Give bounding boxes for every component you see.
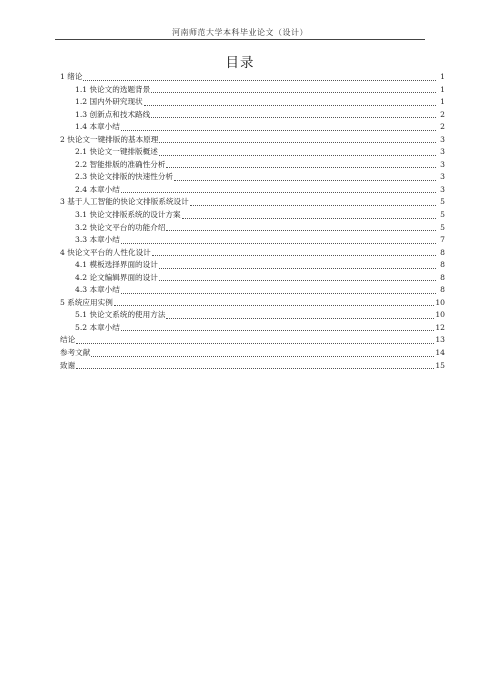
toc-dot-leader xyxy=(166,166,436,168)
toc-section-entry[interactable] xyxy=(60,222,445,235)
toc-entry-title: 2.2 智能排版的准确性分析 xyxy=(75,159,166,169)
table-of-contents xyxy=(60,71,445,372)
toc-title: 目录 xyxy=(225,55,255,71)
toc-dot-leader xyxy=(121,191,436,193)
toc-entry-title: 2.4 本章小结 xyxy=(75,184,120,194)
toc-entry-title: 4.2 论文编辑界面的设计 xyxy=(75,272,158,282)
toc-section-entry[interactable] xyxy=(60,171,445,184)
toc-chapter-entry[interactable] xyxy=(60,347,445,360)
toc-section-entry[interactable] xyxy=(60,96,445,109)
toc-entry-title: 2.3 快论文排版的快速性分析 xyxy=(75,172,174,182)
toc-dot-leader xyxy=(121,329,434,331)
toc-entry-title: 2 快论文一键排版的基本原理 xyxy=(60,134,159,144)
toc-page-number: 10 xyxy=(435,310,445,320)
toc-page-number: 1 xyxy=(440,72,445,81)
toc-entry-title: 4.1 模板选择界面的设计 xyxy=(75,260,158,270)
toc-entry-title: 3.3 本章小结 xyxy=(75,235,120,245)
toc-page-number: 1 xyxy=(440,84,445,94)
toc-dot-leader xyxy=(159,279,436,281)
toc-page-number: 3 xyxy=(440,184,445,194)
toc-page-number: 3 xyxy=(440,172,445,182)
toc-entry-title: 5.1 快论文系统的使用方法 xyxy=(75,310,166,320)
toc-dot-leader xyxy=(121,242,436,244)
toc-entry-title: 1.1 快论文的选题背景 xyxy=(75,84,151,94)
toc-dot-leader xyxy=(144,104,436,106)
toc-entry-title: 参考文献 xyxy=(60,348,91,358)
toc-section-entry[interactable] xyxy=(60,259,445,272)
toc-section-entry[interactable] xyxy=(60,159,445,172)
toc-section-entry[interactable] xyxy=(60,309,445,322)
toc-page-number: 5 xyxy=(440,210,445,220)
toc-page-number: 1 xyxy=(440,97,445,107)
toc-chapter-entry[interactable] xyxy=(60,297,445,310)
toc-section-entry[interactable] xyxy=(60,234,445,247)
toc-page-number: 15 xyxy=(435,360,445,370)
toc-dot-leader xyxy=(76,367,434,369)
toc-entry-title: 1.4 本章小结 xyxy=(75,122,120,132)
toc-chapter-entry[interactable] xyxy=(60,247,445,260)
toc-page-number: 5 xyxy=(440,222,445,232)
toc-page-number: 10 xyxy=(435,297,445,307)
toc-page-number: 8 xyxy=(440,260,445,270)
toc-page-number: 8 xyxy=(440,247,445,257)
toc-chapter-entry[interactable] xyxy=(60,196,445,209)
toc-page-number: 14 xyxy=(435,348,445,358)
toc-dot-leader xyxy=(76,342,434,344)
toc-entry-title: 1.2 国内外研究现状 xyxy=(75,97,143,107)
toc-dot-leader xyxy=(190,204,436,206)
toc-dot-leader xyxy=(83,79,436,81)
toc-entry-title: 致谢 xyxy=(60,360,76,370)
toc-entry-title: 4.3 本章小结 xyxy=(75,285,120,295)
toc-page-number: 8 xyxy=(440,272,445,282)
toc-page-number: 2 xyxy=(440,122,445,132)
toc-page-number: 2 xyxy=(440,109,445,119)
toc-entry-title: 2.1 快论文一键排版概述 xyxy=(75,147,158,157)
toc-dot-leader xyxy=(151,91,436,93)
toc-entry-title: 4 快论文平台的人性化设计 xyxy=(60,247,151,257)
toc-entry-title: 5 系统应用实例 xyxy=(60,297,113,307)
toc-page-number: 3 xyxy=(440,147,445,157)
toc-entry-title: 3 基于人工智能的快论文排版系统设计 xyxy=(60,197,189,207)
toc-section-entry[interactable] xyxy=(60,146,445,159)
toc-chapter-entry[interactable] xyxy=(60,334,445,347)
toc-section-entry[interactable] xyxy=(60,322,445,335)
toc-section-entry[interactable] xyxy=(60,84,445,97)
running-header: 河南师范大学本科毕业论文（设计） xyxy=(172,28,308,37)
toc-dot-leader xyxy=(166,317,434,319)
toc-section-entry[interactable] xyxy=(60,121,445,134)
toc-dot-leader xyxy=(151,116,436,118)
toc-dot-leader xyxy=(114,304,435,306)
toc-dot-leader xyxy=(159,267,436,269)
toc-page-number: 8 xyxy=(440,285,445,295)
toc-section-entry[interactable] xyxy=(60,284,445,297)
toc-dot-leader xyxy=(121,129,436,131)
toc-chapter-entry[interactable] xyxy=(60,360,445,373)
toc-page-number: 7 xyxy=(440,235,445,245)
toc-chapter-entry[interactable] xyxy=(60,71,445,84)
toc-dot-leader xyxy=(159,141,436,143)
toc-section-entry[interactable] xyxy=(60,109,445,122)
toc-page-number: 3 xyxy=(440,134,445,144)
header-divider xyxy=(55,39,425,40)
toc-dot-leader xyxy=(182,217,436,219)
toc-dot-leader xyxy=(91,355,434,357)
toc-dot-leader xyxy=(159,154,436,156)
toc-entry-title: 1.3 创新点和技术路线 xyxy=(75,109,151,119)
toc-section-entry[interactable] xyxy=(60,209,445,222)
toc-page-number: 13 xyxy=(435,335,445,345)
toc-entry-title: 3.2 快论文平台的功能介绍 xyxy=(75,222,166,232)
toc-page-number: 5 xyxy=(440,197,445,207)
toc-entry-title: 结论 xyxy=(60,335,76,345)
toc-page-number: 12 xyxy=(435,322,445,332)
toc-dot-leader xyxy=(152,254,436,256)
toc-section-entry[interactable] xyxy=(60,184,445,197)
toc-section-entry[interactable] xyxy=(60,272,445,285)
toc-dot-leader xyxy=(166,229,436,231)
toc-dot-leader xyxy=(174,179,436,181)
toc-entry-title: 1 绪论 xyxy=(60,72,83,81)
toc-page-number: 3 xyxy=(440,159,445,169)
toc-dot-leader xyxy=(121,292,436,294)
toc-entry-title: 3.1 快论文排版系统的设计方案 xyxy=(75,210,181,220)
toc-entry-title: 5.2 本章小结 xyxy=(75,322,120,332)
toc-chapter-entry[interactable] xyxy=(60,134,445,147)
